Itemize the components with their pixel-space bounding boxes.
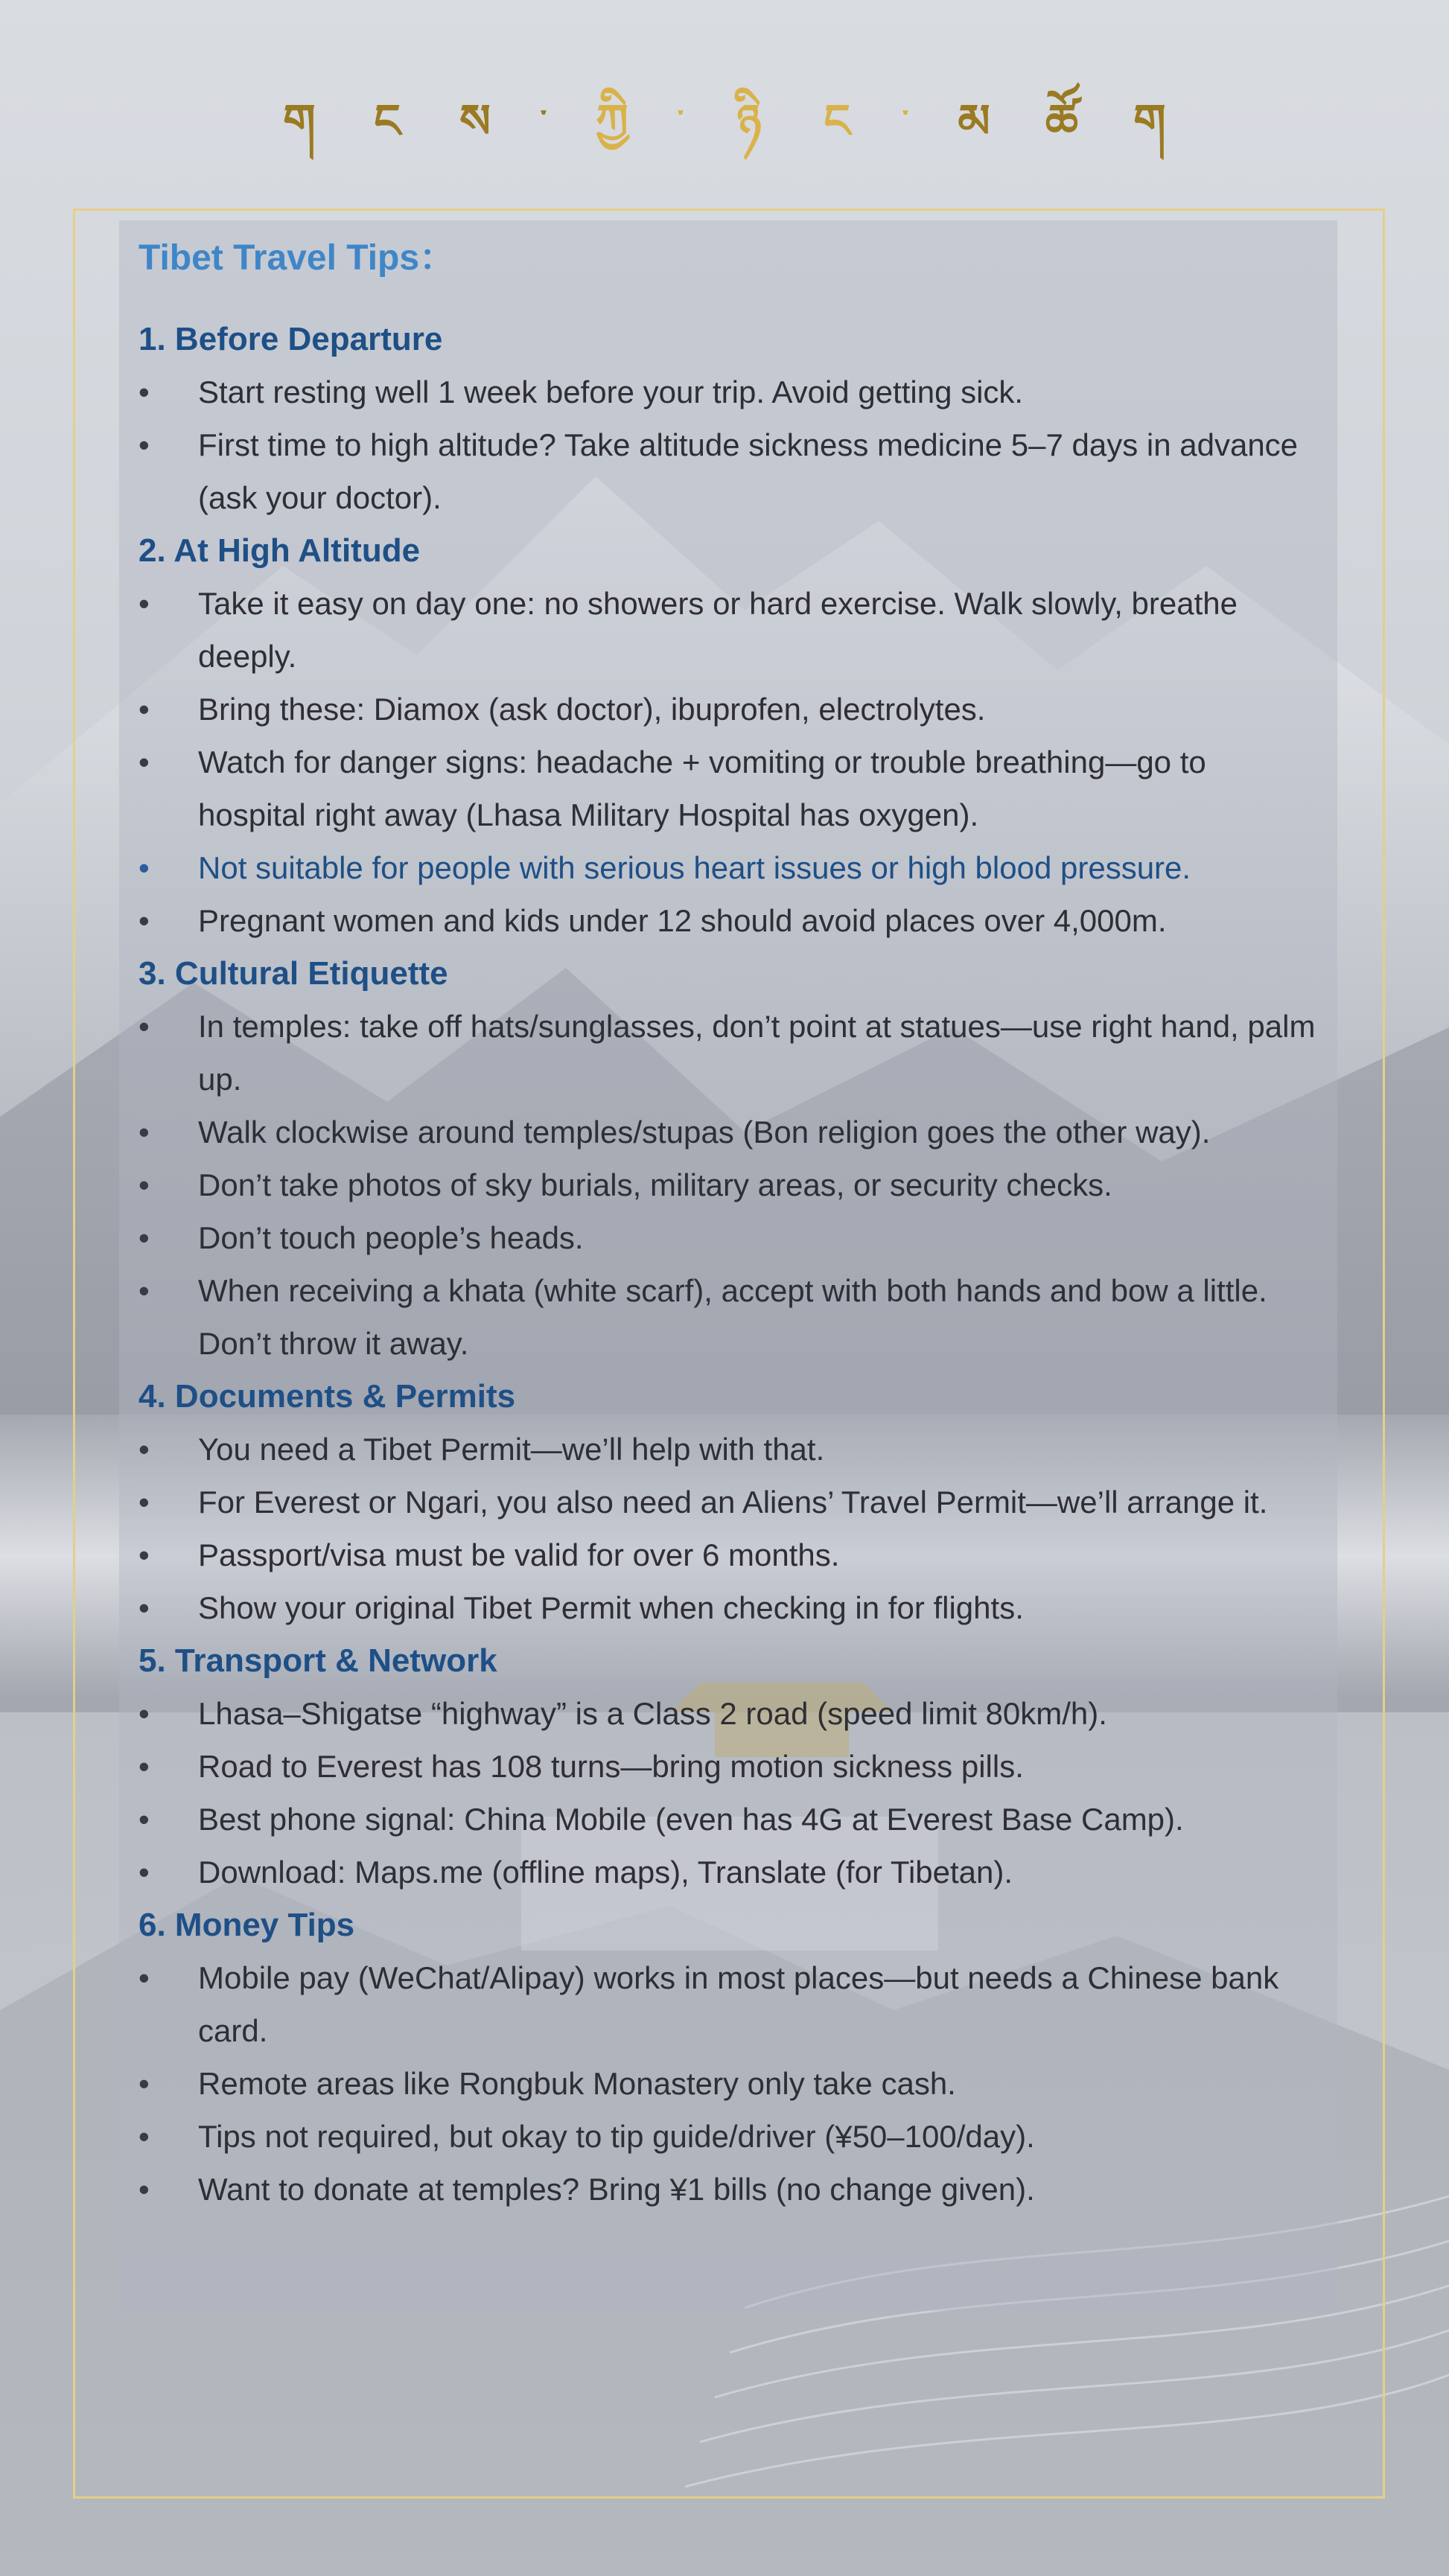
bullet-list bbox=[138, 1951, 1318, 2216]
section-heading: 6. Money Tips bbox=[138, 1906, 355, 1943]
bullet-icon: • bbox=[138, 1801, 150, 1837]
list-item-text: Show your original Tibet Permit when checking in for flights. bbox=[198, 1590, 1024, 1625]
list-item bbox=[138, 1793, 1318, 1846]
bullet-icon: • bbox=[138, 1484, 150, 1520]
bullet-icon: • bbox=[138, 2171, 150, 2207]
list-item bbox=[138, 2163, 1318, 2216]
section-transport-network bbox=[138, 1634, 1318, 1898]
list-item-text: You need a Tibet Permit—we’ll help with that. bbox=[198, 1431, 825, 1467]
tibetan-glyph: ཀྱི bbox=[596, 94, 628, 148]
list-item bbox=[138, 1158, 1318, 1211]
list-item bbox=[138, 1528, 1318, 1581]
section-heading: 1. Before Departure bbox=[138, 320, 443, 357]
tibetan-glyph: ག bbox=[1133, 94, 1166, 148]
list-item bbox=[138, 1211, 1318, 1264]
bullet-icon: • bbox=[138, 1748, 150, 1784]
list-item bbox=[138, 1687, 1318, 1740]
list-item bbox=[138, 577, 1318, 683]
list-item-text: Road to Everest has 108 turns—bring motion sickness pills. bbox=[198, 1748, 1024, 1784]
tibetan-tsheg: ་ bbox=[677, 104, 684, 138]
section-heading: 3. Cultural Etiquette bbox=[138, 954, 448, 992]
list-item-highlight bbox=[138, 841, 1318, 894]
bullet-icon: • bbox=[138, 2065, 150, 2101]
tibetan-glyph: ག bbox=[283, 94, 316, 148]
list-item-text: In temples: take off hats/sunglasses, don’t point at statues—use right hand, palm up. bbox=[198, 1008, 1316, 1097]
list-item-text: Not suitable for people with serious heart issues or high blood pressure. bbox=[198, 849, 1191, 885]
list-item bbox=[138, 1264, 1318, 1370]
list-item-text: Walk clockwise around temples/stupas (Bon religion goes the other way). bbox=[198, 1114, 1211, 1150]
list-item bbox=[138, 1951, 1318, 2057]
bullet-icon: • bbox=[138, 1431, 150, 1467]
bullet-icon: • bbox=[138, 1537, 150, 1572]
tibetan-glyph: ཚོ bbox=[1045, 94, 1079, 148]
bullet-icon: • bbox=[138, 585, 150, 621]
tibetan-glyph: མ bbox=[958, 94, 990, 148]
list-item-text: Passport/visa must be valid for over 6 months. bbox=[198, 1537, 840, 1572]
list-item bbox=[138, 418, 1318, 524]
section-before-departure bbox=[138, 313, 1318, 524]
bullet-icon: • bbox=[138, 1695, 150, 1731]
list-item bbox=[138, 1476, 1318, 1528]
list-item-text: Mobile pay (WeChat/Alipay) works in most places—but needs a Chinese bank card. bbox=[198, 1960, 1279, 2048]
bullet-list bbox=[138, 1687, 1318, 1898]
section-heading: 2. At High Altitude bbox=[138, 532, 421, 569]
bullet-icon: • bbox=[138, 1854, 150, 1890]
section-money-tips bbox=[138, 1898, 1318, 2216]
list-item-text: Take it easy on day one: no showers or hard exercise. Walk slowly, breathe deeply. bbox=[198, 585, 1238, 674]
list-item bbox=[138, 2057, 1318, 2110]
tibetan-glyph: ས bbox=[459, 94, 491, 148]
bullet-icon: • bbox=[138, 1008, 150, 1044]
bullet-icon: • bbox=[138, 1590, 150, 1625]
tibetan-header bbox=[0, 80, 1449, 162]
list-item-text: Lhasa–Shigatse “highway” is a Class 2 road (speed limit 80km/h). bbox=[198, 1695, 1107, 1731]
list-item bbox=[138, 1423, 1318, 1476]
list-item bbox=[138, 1846, 1318, 1898]
tips-panel bbox=[119, 220, 1337, 2311]
section-cultural-etiquette bbox=[138, 947, 1318, 1370]
list-item bbox=[138, 2110, 1318, 2163]
list-item bbox=[138, 894, 1318, 947]
list-item bbox=[138, 683, 1318, 736]
list-item bbox=[138, 1581, 1318, 1634]
list-item bbox=[138, 1106, 1318, 1158]
list-item-text: For Everest or Ngari, you also need an Aliens’ Travel Permit—we’ll arrange it. bbox=[198, 1484, 1268, 1520]
bullet-icon: • bbox=[138, 1960, 150, 1995]
list-item-text: Start resting well 1 week before your trip. Avoid getting sick. bbox=[198, 374, 1024, 409]
bullet-list bbox=[138, 1000, 1318, 1370]
bullet-icon: • bbox=[138, 374, 150, 409]
list-item bbox=[138, 1740, 1318, 1793]
list-item-text: Best phone signal: China Mobile (even has 4G at Everest Base Camp). bbox=[198, 1801, 1184, 1837]
section-documents-permits bbox=[138, 1370, 1318, 1634]
section-heading: 5. Transport & Network bbox=[138, 1642, 497, 1679]
bullet-icon: • bbox=[138, 1272, 150, 1308]
list-item-text: Don’t touch people’s heads. bbox=[198, 1220, 584, 1255]
list-item-text: Watch for danger signs: headache + vomiting or trouble breathing—go to hospital right away (Lhasa Military Hospital has oxygen). bbox=[198, 744, 1206, 832]
bullet-icon: • bbox=[138, 1220, 150, 1255]
bullet-icon: • bbox=[138, 902, 150, 938]
bullet-icon: • bbox=[138, 691, 150, 727]
document-title: Tibet Travel Tips： bbox=[138, 238, 456, 278]
list-item-text: First time to high altitude? Take altitude sickness medicine 5–7 days in advance (ask your doctor). bbox=[198, 427, 1299, 515]
tibetan-tsheg: ་ bbox=[540, 104, 547, 138]
list-item-text: Bring these: Diamox (ask doctor), ibuprofen, electrolytes. bbox=[198, 691, 986, 727]
bullet-icon: • bbox=[138, 849, 150, 885]
bullet-icon: • bbox=[138, 1114, 150, 1150]
list-item-text: Download: Maps.me (offline maps), Translate (for Tibetan). bbox=[198, 1854, 1013, 1890]
list-item-text: Pregnant women and kids under 12 should avoid places over 4,000m. bbox=[198, 902, 1167, 938]
bullet-icon: • bbox=[138, 744, 150, 780]
list-item-text: When receiving a khata (white scarf), accept with both hands and bow a little. Don’t throw it away. bbox=[198, 1272, 1267, 1361]
list-item-text: Want to donate at temples? Bring ¥1 bills (no change given). bbox=[198, 2171, 1035, 2207]
list-item-text: Tips not required, but okay to tip guide/driver (¥50–100/day). bbox=[198, 2118, 1035, 2154]
tibetan-glyph: ང bbox=[374, 94, 401, 148]
bullet-icon: • bbox=[138, 1167, 150, 1202]
list-item bbox=[138, 1000, 1318, 1106]
bullet-icon: • bbox=[138, 2118, 150, 2154]
section-heading: 4. Documents & Permits bbox=[138, 1377, 516, 1415]
bullet-list bbox=[138, 366, 1318, 524]
tibetan-glyph: ཉི bbox=[736, 94, 762, 148]
section-at-high-altitude bbox=[138, 524, 1318, 947]
list-item bbox=[138, 736, 1318, 841]
list-item bbox=[138, 366, 1318, 418]
tibetan-glyph: ང bbox=[824, 94, 850, 148]
bullet-list bbox=[138, 1423, 1318, 1634]
list-item-text: Don’t take photos of sky burials, military areas, or security checks. bbox=[198, 1167, 1112, 1202]
tibetan-tsheg: ་ bbox=[902, 104, 909, 138]
bullet-list bbox=[138, 577, 1318, 947]
bullet-icon: • bbox=[138, 427, 150, 462]
list-item-text: Remote areas like Rongbuk Monastery only take cash. bbox=[198, 2065, 956, 2101]
